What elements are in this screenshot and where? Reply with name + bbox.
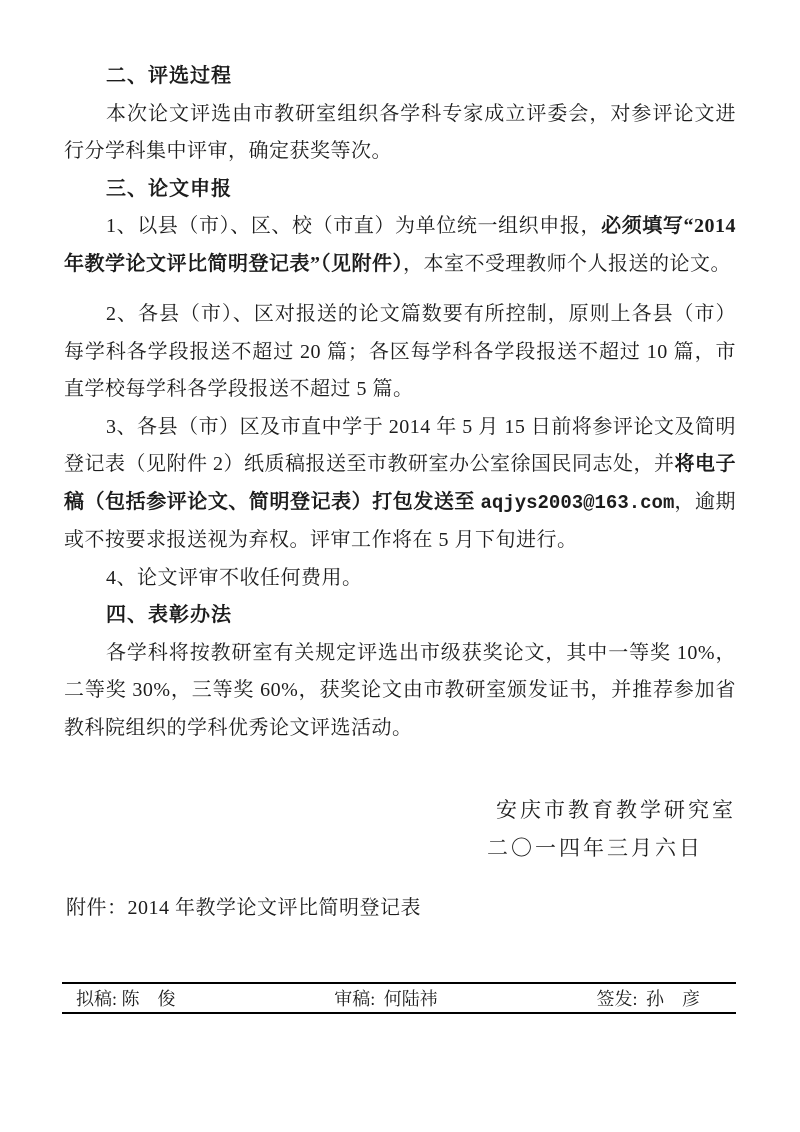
footer-cell-reviewer: [334, 985, 438, 1011]
paragraph: [64, 560, 736, 598]
text-run: 4、论文评审不收任何费用。: [106, 566, 363, 589]
reviewer-label: 审稿:: [334, 989, 376, 1009]
text-run: 四、表彰办法: [106, 604, 232, 626]
footer-table: [62, 982, 736, 1014]
signature-block: [487, 791, 736, 867]
text-run: 3、各县（市）区及市直中学于 2014 年 5 月 15 日前将参评论文及简明登记表（见附件 2）纸质稿报送至市教研室办公室徐国民同志处，并: [64, 415, 736, 475]
section-heading: [64, 597, 736, 635]
paragraph: [64, 635, 736, 748]
signature-date: 二〇一四年三月六日: [487, 836, 703, 860]
signature-organization: 安庆市教育教学研究室: [496, 798, 736, 822]
text-run: 各学科将按教研室有关规定评选出市级获奖论文，其中一等奖 10%，二等奖 30%，三等奖 60%，获奖论文由市教研室颁发证书，并推荐参加省教科院组织的学科优秀论文评选活动。: [64, 641, 736, 739]
issuer-name: 孙 彦: [645, 989, 700, 1009]
footer-cell-issuer: [596, 985, 700, 1011]
paragraph: [64, 208, 736, 283]
footer-cell-drafter: [76, 985, 176, 1011]
section-heading: [64, 58, 736, 96]
issuer-label: 签发:: [596, 989, 638, 1009]
text-run: ，逾期或不按要求报送视为弃权。评审工作将在 5 月下旬进行。: [64, 490, 737, 551]
text-run: 2、各县（市）、区对报送的论文篇数要有所控制，原则上各县（市）每学科各学段报送不超过 20 篇；各区每学科各学段报送不超过 10 篇，市直学校每学科各学段报送不超过 5 篇。: [64, 303, 736, 400]
text-run: 二、评选过程: [106, 65, 232, 87]
text-run: 三、论文申报: [106, 177, 232, 200]
paragraph: [64, 409, 736, 560]
drafter-label: 拟稿:: [76, 989, 118, 1009]
text-run: 1、以县（市）、区、校（市直）为单位统一组织申报，: [106, 215, 602, 237]
document-body: [64, 58, 736, 747]
reviewer-name: 何陆祎: [383, 989, 438, 1009]
paragraph: [64, 296, 736, 409]
section-heading: [64, 171, 736, 209]
emphasis-run: 必须填写“2014 年教学论文评比简明登记表”（见附件）: [64, 215, 737, 275]
drafter-name: 陈 俊: [121, 989, 176, 1009]
text-run: 本次论文评选由市教研室组织各学科专家成立评委会，对参评论文进行分学科集中评审，确定获奖等次。: [64, 102, 736, 162]
email-address: aqjys2003@163.com: [480, 491, 675, 514]
emphasis-run: 将电子稿（包括参评论文、简明登记表）打包发送至: [64, 453, 736, 513]
text-run: ，本室不受理教师个人报送的论文。: [403, 252, 731, 275]
attachment-line: 附件：2014 年教学论文评比简明登记表: [66, 897, 421, 919]
paragraph: [64, 96, 736, 171]
